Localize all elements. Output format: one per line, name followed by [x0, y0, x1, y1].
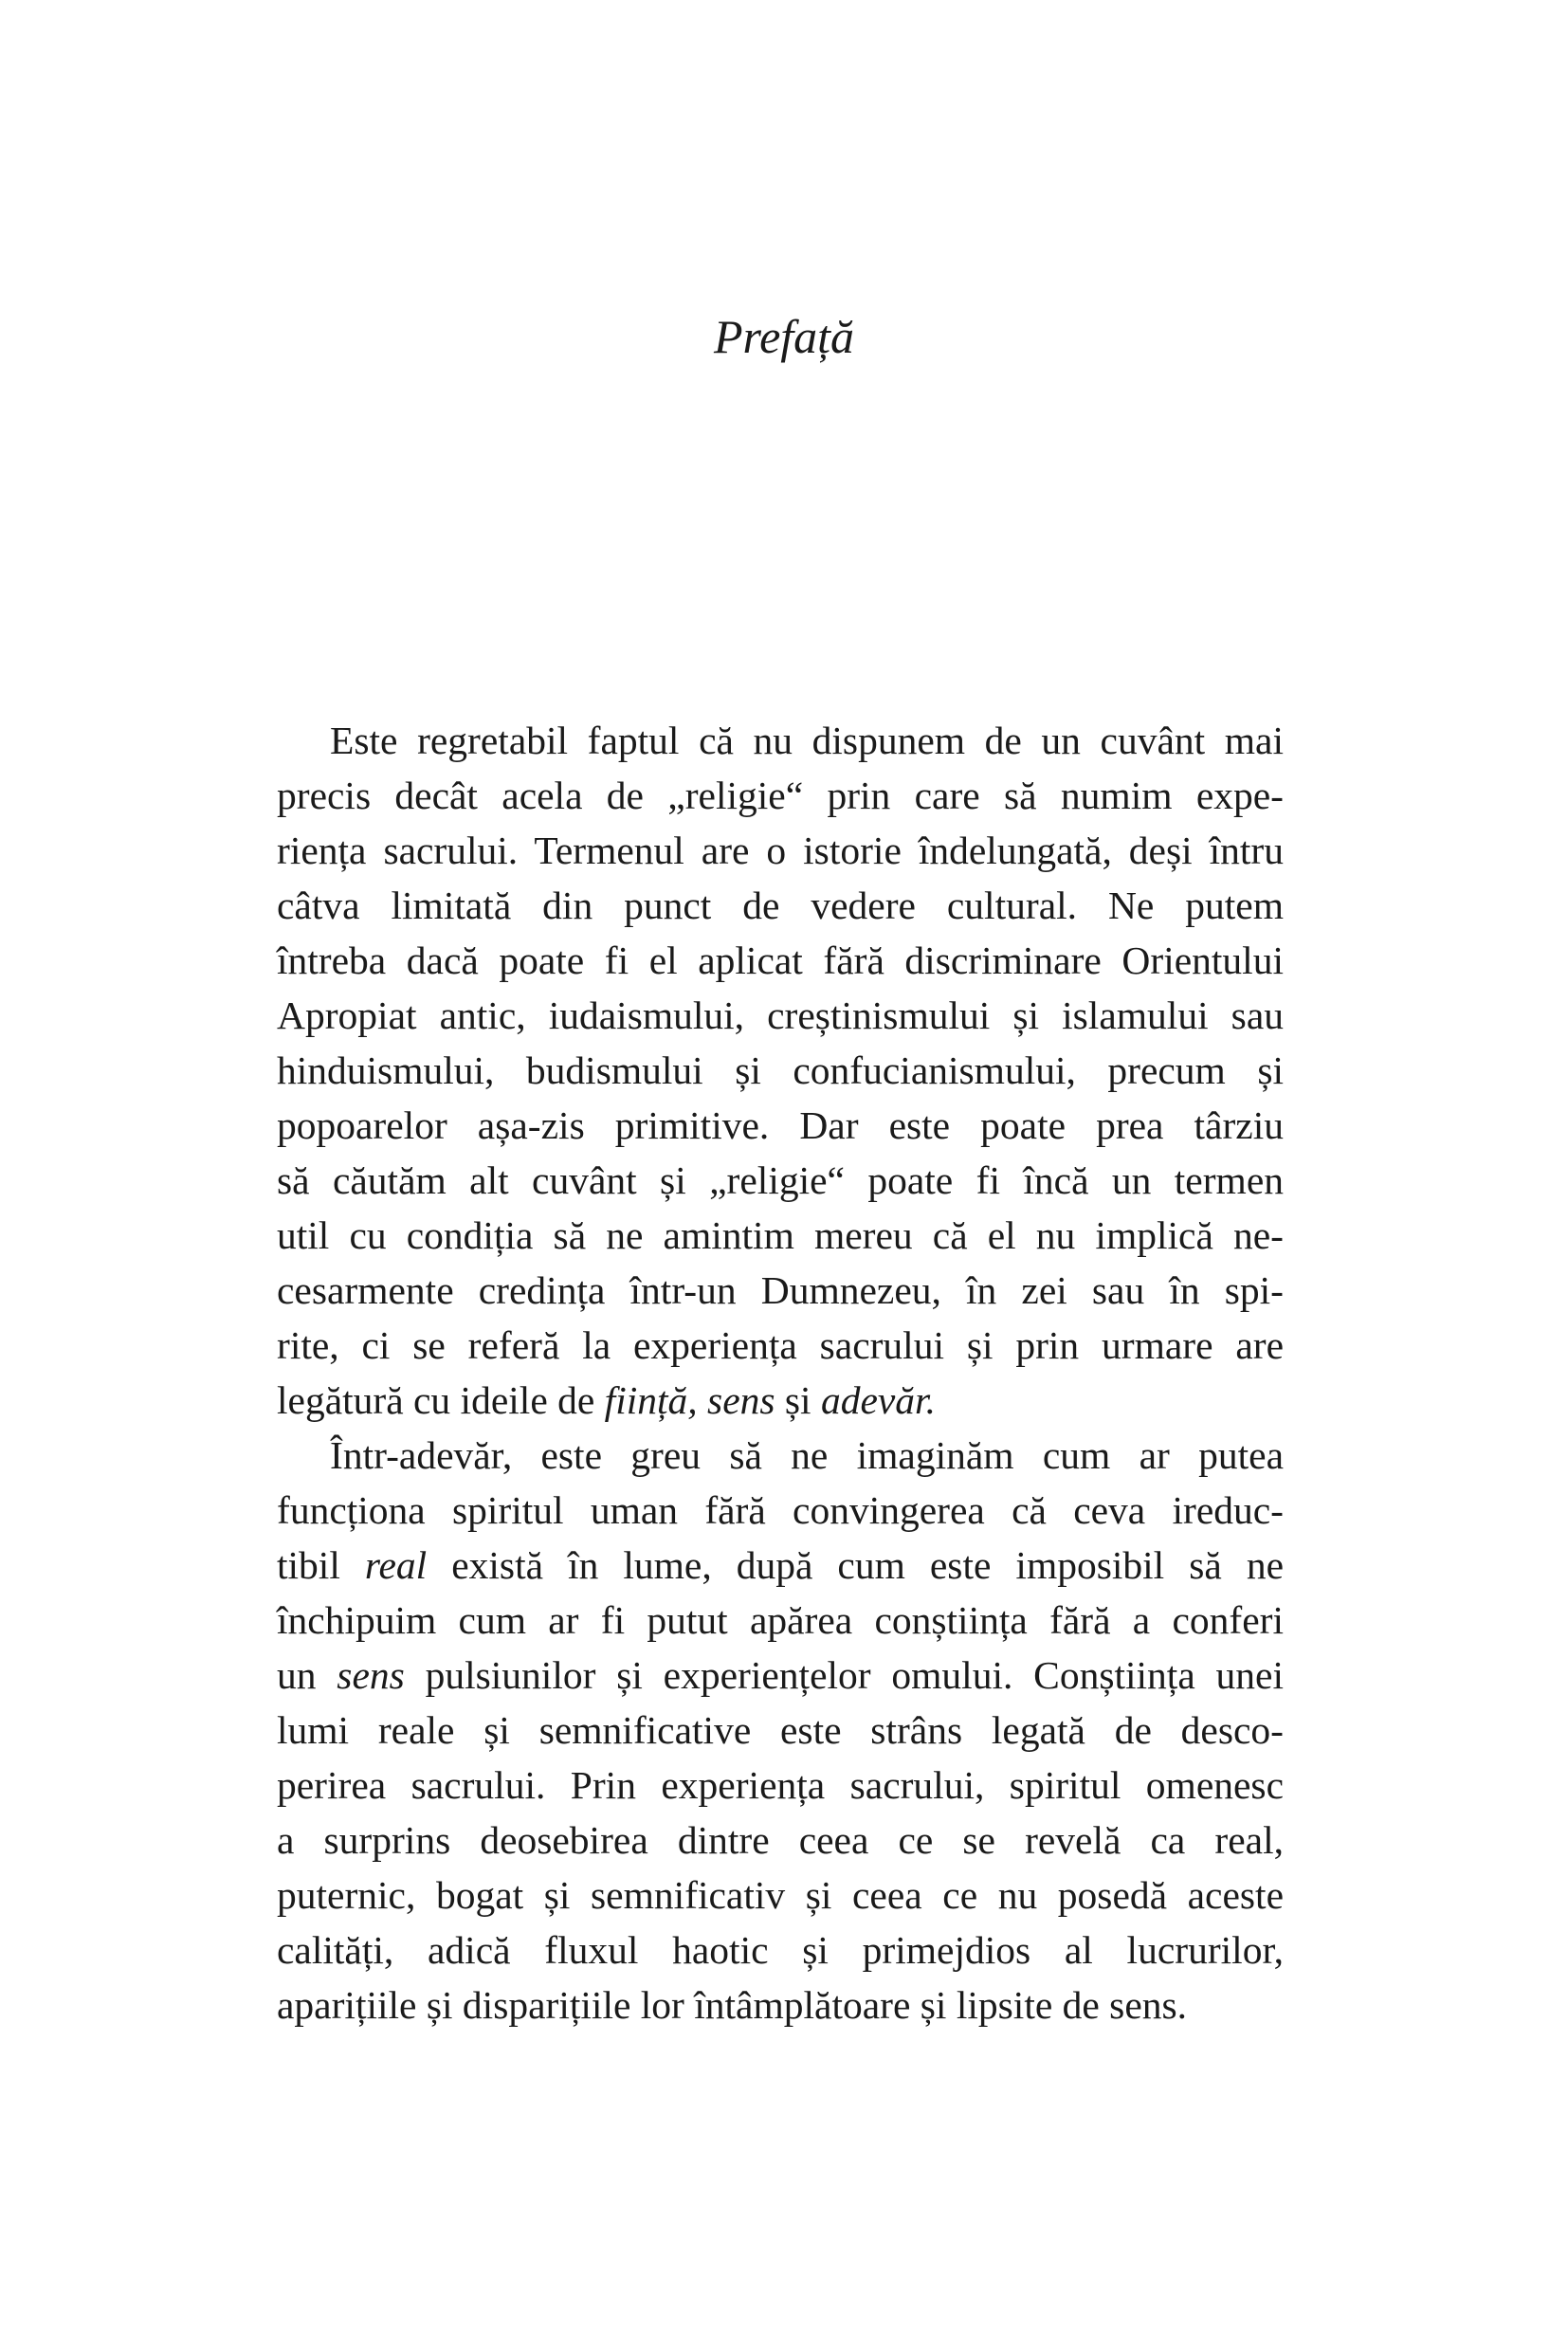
text-segment: util cu condiția să ne amintim mereu că el nu implică ne-: [277, 1213, 1284, 1257]
text-line: [277, 1153, 1284, 1208]
text-segment: cesarmente credința într-un Dumnezeu, în zei sau în spi-: [277, 1268, 1284, 1312]
text-line: [277, 1043, 1284, 1098]
text-line: [277, 933, 1284, 988]
text-line: [277, 1868, 1284, 1923]
paragraph: [277, 713, 1284, 1428]
text-line: [277, 1538, 1284, 1593]
text-line: [277, 1318, 1284, 1373]
text-segment: rite, ci se referă la experiența sacrului și prin urmare are: [277, 1323, 1284, 1367]
paragraph: [277, 1428, 1284, 2032]
text-line: [277, 713, 1284, 768]
text-line: [277, 1813, 1284, 1868]
text-line: [277, 878, 1284, 933]
text-segment: să căutăm alt cuvânt și „religie“ poate fi încă un termen: [277, 1158, 1284, 1202]
text-segment: hinduismului, budismului și confucianismului, precum și: [277, 1048, 1284, 1092]
text-line: [277, 1923, 1284, 1977]
text-line: [277, 823, 1284, 878]
body-text: [277, 713, 1284, 2032]
text-line: [277, 1977, 1284, 2032]
text-line: [277, 1648, 1284, 1703]
text-segment: pulsiunilor și experiențelor omului. Conștiința unei: [404, 1653, 1284, 1697]
text-line: [277, 768, 1284, 823]
text-segment: Apropiat antic, iudaismului, creștinismului și islamului sau: [277, 993, 1284, 1037]
text-segment: un: [277, 1653, 337, 1697]
italic-text: sens: [337, 1653, 405, 1697]
text-segment: legătură cu ideile de: [277, 1378, 605, 1422]
text-line: [277, 1593, 1284, 1648]
text-line: [277, 1483, 1284, 1538]
page-title: Prefață: [713, 310, 855, 363]
text-segment: perirea sacrului. Prin experiența sacrului, spiritul omenesc: [277, 1763, 1284, 1807]
text-line: [277, 988, 1284, 1043]
text-line: [277, 1428, 1284, 1483]
italic-text: adevăr.: [820, 1378, 936, 1422]
text-segment: funcționa spiritul uman fără convingerea că ceva ireduc-: [277, 1488, 1284, 1532]
text-line: [277, 1703, 1284, 1758]
text-line: [277, 1373, 1284, 1428]
text-line: [277, 1263, 1284, 1318]
text-segment: Într-adevăr, este greu să ne imaginăm cum ar putea: [330, 1433, 1284, 1477]
text-segment: a surprins deosebirea dintre ceea ce se revelă ca real,: [277, 1818, 1284, 1862]
text-segment: câtva limitată din punct de vedere cultural. Ne putem: [277, 884, 1284, 927]
text-segment: există în lume, după cum este imposibil să ne: [427, 1543, 1284, 1587]
text-line: [277, 1758, 1284, 1813]
text-segment: precis decât acela de „religie“ prin care să numim expe-: [277, 774, 1284, 817]
text-line: [277, 1208, 1284, 1263]
text-segment: Este regretabil faptul că nu dispunem de un cuvânt mai: [330, 719, 1284, 762]
text-segment: lumi reale și semnificative este strâns legată de desco-: [277, 1708, 1284, 1752]
text-segment: întreba dacă poate fi el aplicat fără discriminare Orientului: [277, 939, 1284, 982]
italic-text: real: [364, 1543, 428, 1587]
text-segment: popoarelor așa-zis primitive. Dar este poate prea târziu: [277, 1103, 1284, 1147]
text-segment: riența sacrului. Termenul are o istorie îndelungată, deși întru: [277, 829, 1284, 872]
text-segment: aparițiile și disparițiile lor întâmplătoare și lipsite de sens.: [277, 1983, 1188, 2027]
text-segment: puternic, bogat și semnificativ și ceea ce nu posedă aceste: [277, 1873, 1284, 1917]
text-segment: calități, adică fluxul haotic și primejdios al lucrurilor,: [277, 1928, 1284, 1972]
italic-text: ființă, sens: [604, 1378, 775, 1422]
text-segment: tibil: [277, 1543, 365, 1587]
text-segment: închipuim cum ar fi putut apărea conștiința fără a conferi: [277, 1598, 1284, 1642]
text-segment: și: [775, 1378, 821, 1422]
text-line: [277, 1098, 1284, 1153]
